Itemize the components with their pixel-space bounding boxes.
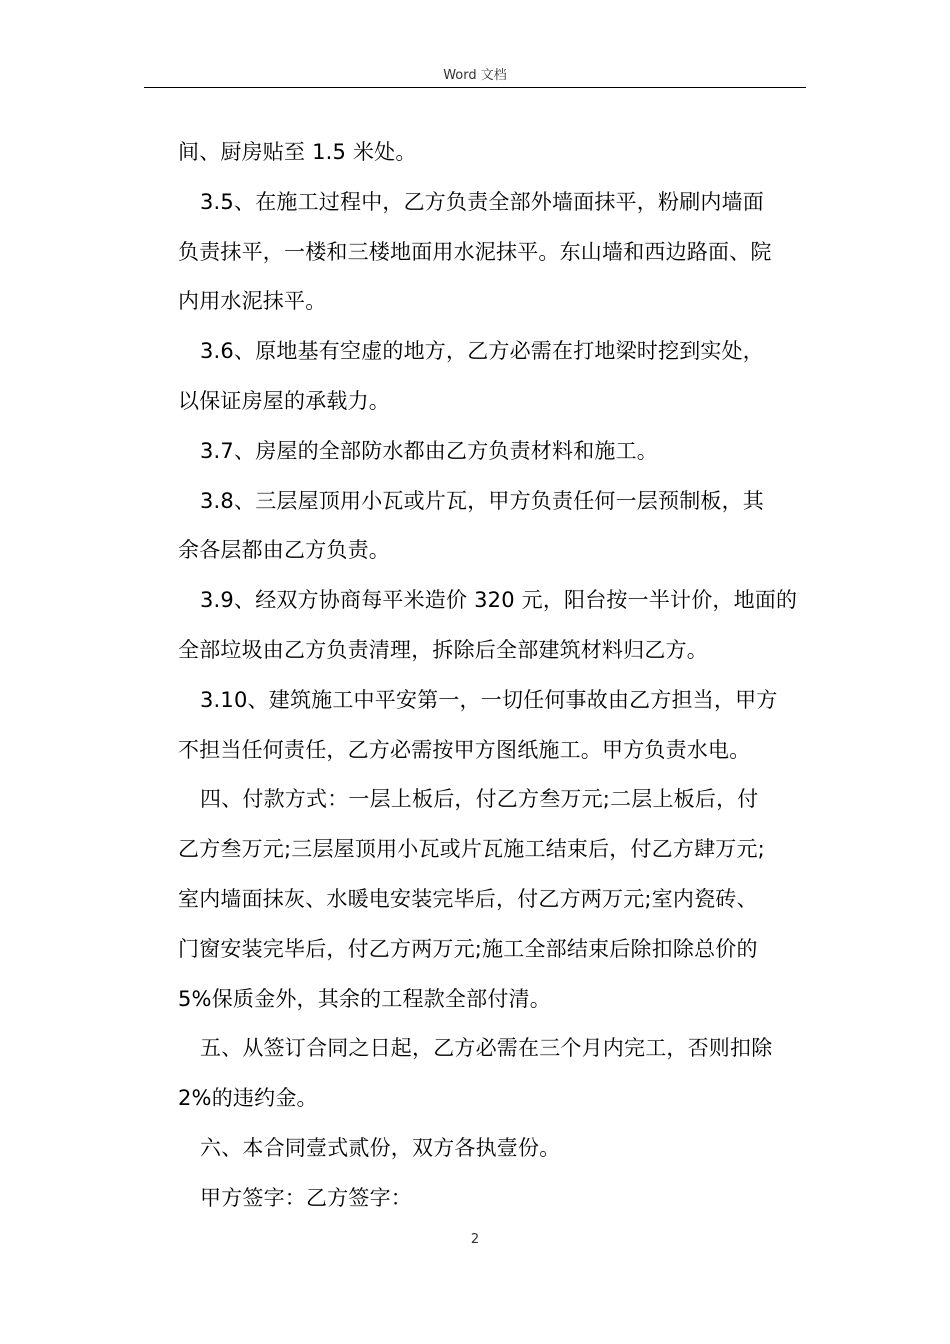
text-line: 3.6、原地基有空虚的地方，乙方必需在打地梁时挖到实处， — [200, 339, 764, 364]
document-body — [178, 128, 818, 1224]
text-line: 甲方签字：乙方签字： — [200, 1185, 412, 1210]
text-line: 不担当任何责任，乙方必需按甲方图纸施工。甲方负责水电。 — [178, 737, 751, 762]
text-line: 负责抹平，一楼和三楼地面用水泥抹平。东山墙和西边路面、院 — [178, 239, 772, 264]
text-line: 3.9、经双方协商每平米造价 320 元，阳台按一半计价，地面的 — [200, 588, 798, 613]
page-header: Word 文档 — [443, 68, 507, 83]
text-line: 全部垃圾由乙方负责清理，拆除后全部建筑材料归乙方。 — [178, 637, 708, 662]
text-line: 室内墙面抹灰、水暖电安装完毕后，付乙方两万元;室内瓷砖、 — [178, 886, 758, 911]
text-line: 3.7、房屋的全部防水都由乙方负责材料和施工。 — [200, 438, 658, 463]
page-number: 2 — [470, 1232, 480, 1247]
text-line: 五、从签订合同之日起，乙方必需在三个月内完工，否则扣除 — [200, 1036, 773, 1061]
text-line: 以保证房屋的承载力。 — [178, 388, 390, 413]
text-line: 余各层都由乙方负责。 — [178, 538, 390, 563]
text-line: 3.8、三层屋顶用小瓦或片瓦，甲方负责任何一层预制板，其 — [200, 488, 764, 513]
text-line: 门窗安装完毕后，付乙方两万元;施工全部结束后除扣除总价的 — [178, 936, 758, 961]
text-line: 四、付款方式：一层上板后，付乙方叁万元;二层上板后，付 — [200, 787, 759, 812]
header-divider — [144, 87, 806, 88]
text-line: 3.10、建筑施工中平安第一，一切任何事故由乙方担当，甲方 — [200, 687, 778, 712]
text-line: 3.5、在施工过程中，乙方负责全部外墙面抹平，粉刷内墙面 — [200, 189, 764, 214]
text-line: 六、本合同壹式贰份，双方各执壹份。 — [200, 1135, 561, 1160]
text-line: 内用水泥抹平。 — [178, 289, 327, 314]
text-line: 乙方叁万元;三层屋顶用小瓦或片瓦施工结束后，付乙方肆万元; — [178, 837, 765, 862]
text-line: 间、厨房贴至 1.5 米处。 — [178, 140, 417, 164]
text-line: 2%的违约金。 — [178, 1086, 318, 1111]
text-line: 5%保质金外，其余的工程款全部付清。 — [178, 986, 551, 1011]
